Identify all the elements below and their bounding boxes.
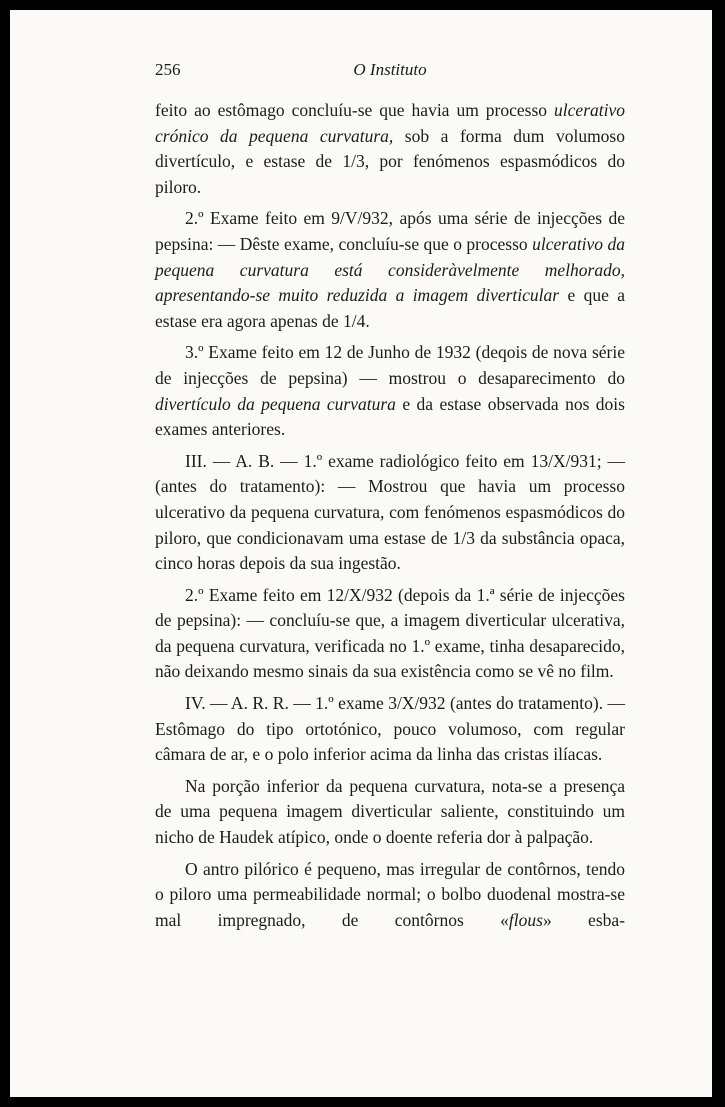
italic-run: ulcerativo crónico da pequena curvatura, [155, 100, 625, 146]
text-run: III. — A. B. — 1.º exame radiológico feito em 13/X/931; — (antes do tratamento): — Mostrou que havia um processo ulcerativo da pequena curvatura, com fenómenos espasmódicos do piloro, que condicionavam uma estase de 1/3 da substância opaca, cinco horas depois da sua ingestão. [155, 450, 625, 574]
paragraph [155, 340, 625, 442]
paragraph [155, 206, 625, 334]
text-run: feito ao estômago concluíu-se que havia um processo [155, 100, 555, 120]
text-run: e que a estase era agora apenas de 1/4. [155, 285, 625, 331]
paragraph [155, 583, 625, 685]
text-run: 2.º Exame feito em 12/X/932 (depois da 1.ª série de injecções de pepsina): — concluíu-se que, a imagem diverticular ulcerativa, da pequena curvatura, verificada no 1.º exame, tinha desaparecido, não deixando mesmo sinais da sua existência como se vê no film. [155, 584, 625, 682]
paragraph [155, 857, 625, 934]
page-header [155, 60, 625, 86]
page-number: 256 [155, 60, 181, 79]
paragraph [155, 691, 625, 768]
text-run: 2.º Exame feito em 9/V/932, após uma série de injecções de pepsina: — Dêste exame, concluíu-se que o processo [155, 208, 625, 254]
paragraph [155, 98, 625, 200]
text-run: Na porção inferior da pequena curvatura, nota-se a presença de uma pequena imagem diverticular saliente, constituindo um nicho de Haudek atípico, onde o doente referia dor à palpação. [155, 775, 625, 848]
text-run: 3.º Exame feito em 12 de Junho de 1932 (deqois de nova série de injecções de pepsina) — mostrou o desaparecimento do [155, 342, 625, 388]
paragraph [155, 449, 625, 577]
italic-run: ulcerativo da pequena curvatura está consideràvelmente melhorado, apresentando-se muito reduzida a imagem diverticular [155, 233, 625, 306]
italic-run: divertículo da pequena curvatura [155, 393, 396, 414]
italic-run: flous [508, 909, 543, 930]
body-text [155, 98, 625, 933]
text-run: O antro pilórico é pequeno, mas irregular de contôrnos, tendo o piloro uma permeabilidade normal; o bolbo duodenal mostra-se mal impregnado, de contôrnos « [155, 858, 625, 930]
paragraph [155, 774, 625, 851]
text-run: » esba- [542, 909, 625, 930]
text-run: IV. — A. R. R. — 1.º exame 3/X/932 (antes do tratamento). — Estômago do tipo ortotónico, pouco volumoso, com regular câmara de ar, e o polo inferior acima da linha das cristas ilíacas. [155, 693, 625, 765]
running-title: O Instituto [353, 60, 427, 79]
text-run: e da estase observada nos dois exames anteriores. [155, 393, 625, 440]
text-run: sob a forma dum volumoso divertículo, e estase de 1/3, por fenómenos espasmódicos do piloro. [155, 125, 625, 197]
